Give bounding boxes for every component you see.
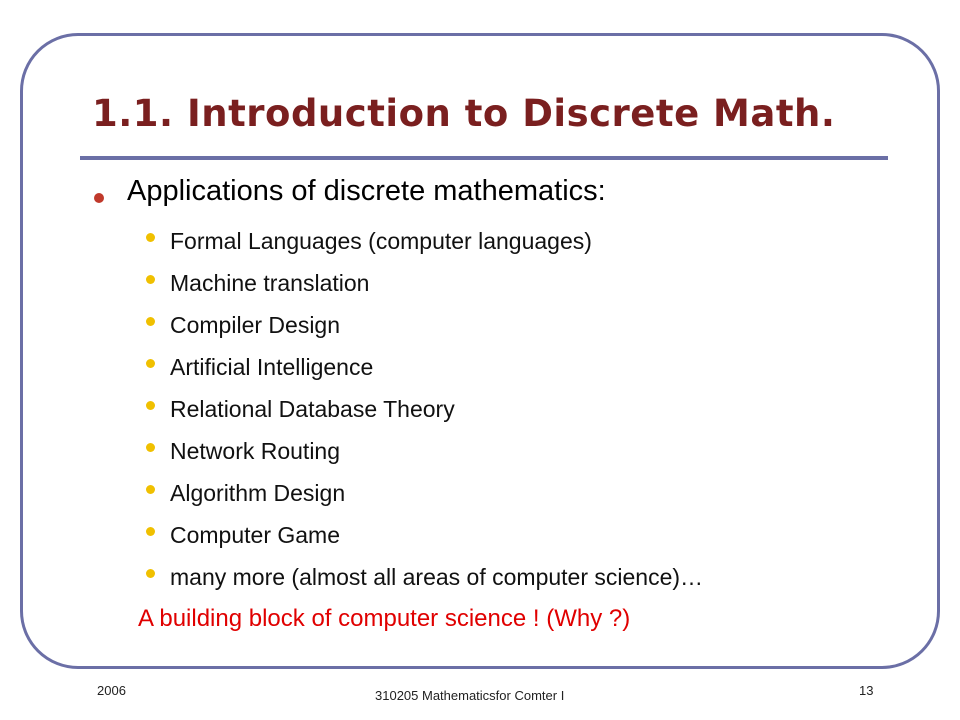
bullet-icon [146,527,155,536]
bullet-icon [146,443,155,452]
bullet-icon [146,401,155,410]
bullet-icon [146,359,155,368]
list-item: Computer Game [170,522,341,548]
list-item: Compiler Design [170,312,341,338]
footer-page-number: 13 [859,683,874,698]
list-item: Artificial Intelligence [170,354,374,380]
main-bullet-icon [94,193,104,203]
list-item: Formal Languages (computer languages) [170,228,592,254]
bullet-icon [146,485,155,494]
list-item: many more (almost all areas of computer science)… [170,564,704,590]
bullet-icon [146,233,155,242]
footer-course: 310205 Mathematicsfor Comter I [375,688,565,703]
list-item: Network Routing [170,438,341,464]
list-item: Machine translation [170,270,370,296]
list-item: Algorithm Design [170,480,346,506]
bullet-icon [146,569,155,578]
slide-title: 1.1. Introduction to Discrete Math. [92,92,836,135]
bullet-icon [146,317,155,326]
title-underline [80,156,888,160]
highlight-note: A building block of computer science ! (Why ?) [138,605,631,632]
list-item: Relational Database Theory [170,396,455,422]
main-heading: Applications of discrete mathematics: [127,175,606,207]
footer-year: 2006 [97,683,126,698]
bullet-icon [146,275,155,284]
